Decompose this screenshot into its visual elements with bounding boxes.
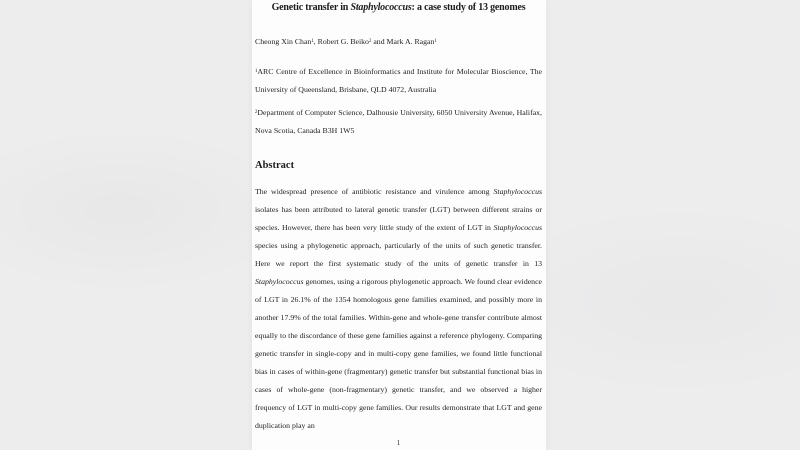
page-number: 1 [396, 438, 401, 447]
paper-title: Genetic transfer in Staphylococcus: a case study of 13 genomes [271, 2, 526, 13]
affiliation-second: $^2$Department of Computer Science, Dalhousie University, 6050 University Avenue, Halifax, Nova Scotia, Canada B3H 1W5 [255, 108, 542, 135]
manuscript-page [252, 0, 546, 450]
affiliation-first: $^1$ARC Centre of Excellence in Bioinformatics and Institute for Molecular Bioscience, The University of Queensland, Brisbane, QLD 4072, Australia [255, 67, 542, 94]
author-line: Cheong Xin Chan$^1$, Robert G. Beiko$^2$ and Mark A. Ragan$^1$ [255, 37, 437, 46]
abstract-heading: Abstract [255, 160, 295, 171]
abstract-text: The widespread presence of antibiotic resistance and virulence among Staphylococcus isolates has been attributed to lateral genetic transfer (LGT) between different strains or species. However, there has been very little study of the extent of LGT in Staphylococcus species using a phylogenetic approach, particularly of the units of such genetic transfer. Here we report the first systematic study of the units of genetic transfer in 13 Staphylococcus genomes, using a rigorous phylogenetic approach. We found clear evidence of LGT in 26.1% of the 1354 homologous gene families examined, and possibly more in another 17.9% of the total families. Within-gene and whole-gene transfer contribute almost equally to the discordance of these gene families against a reference phylogeny. Comparing genetic transfer in single-copy and in multi-copy gene families, we found little functional bias in cases of within-gene (fragmentary) genetic transfer but substantial functional bias in cases of whole-gene (non-fragmentary) genetic transfer, and we observed a higher frequency of LGT in multi-copy gene families. Our results demonstrate that LGT and gene duplication play an [255, 187, 542, 430]
